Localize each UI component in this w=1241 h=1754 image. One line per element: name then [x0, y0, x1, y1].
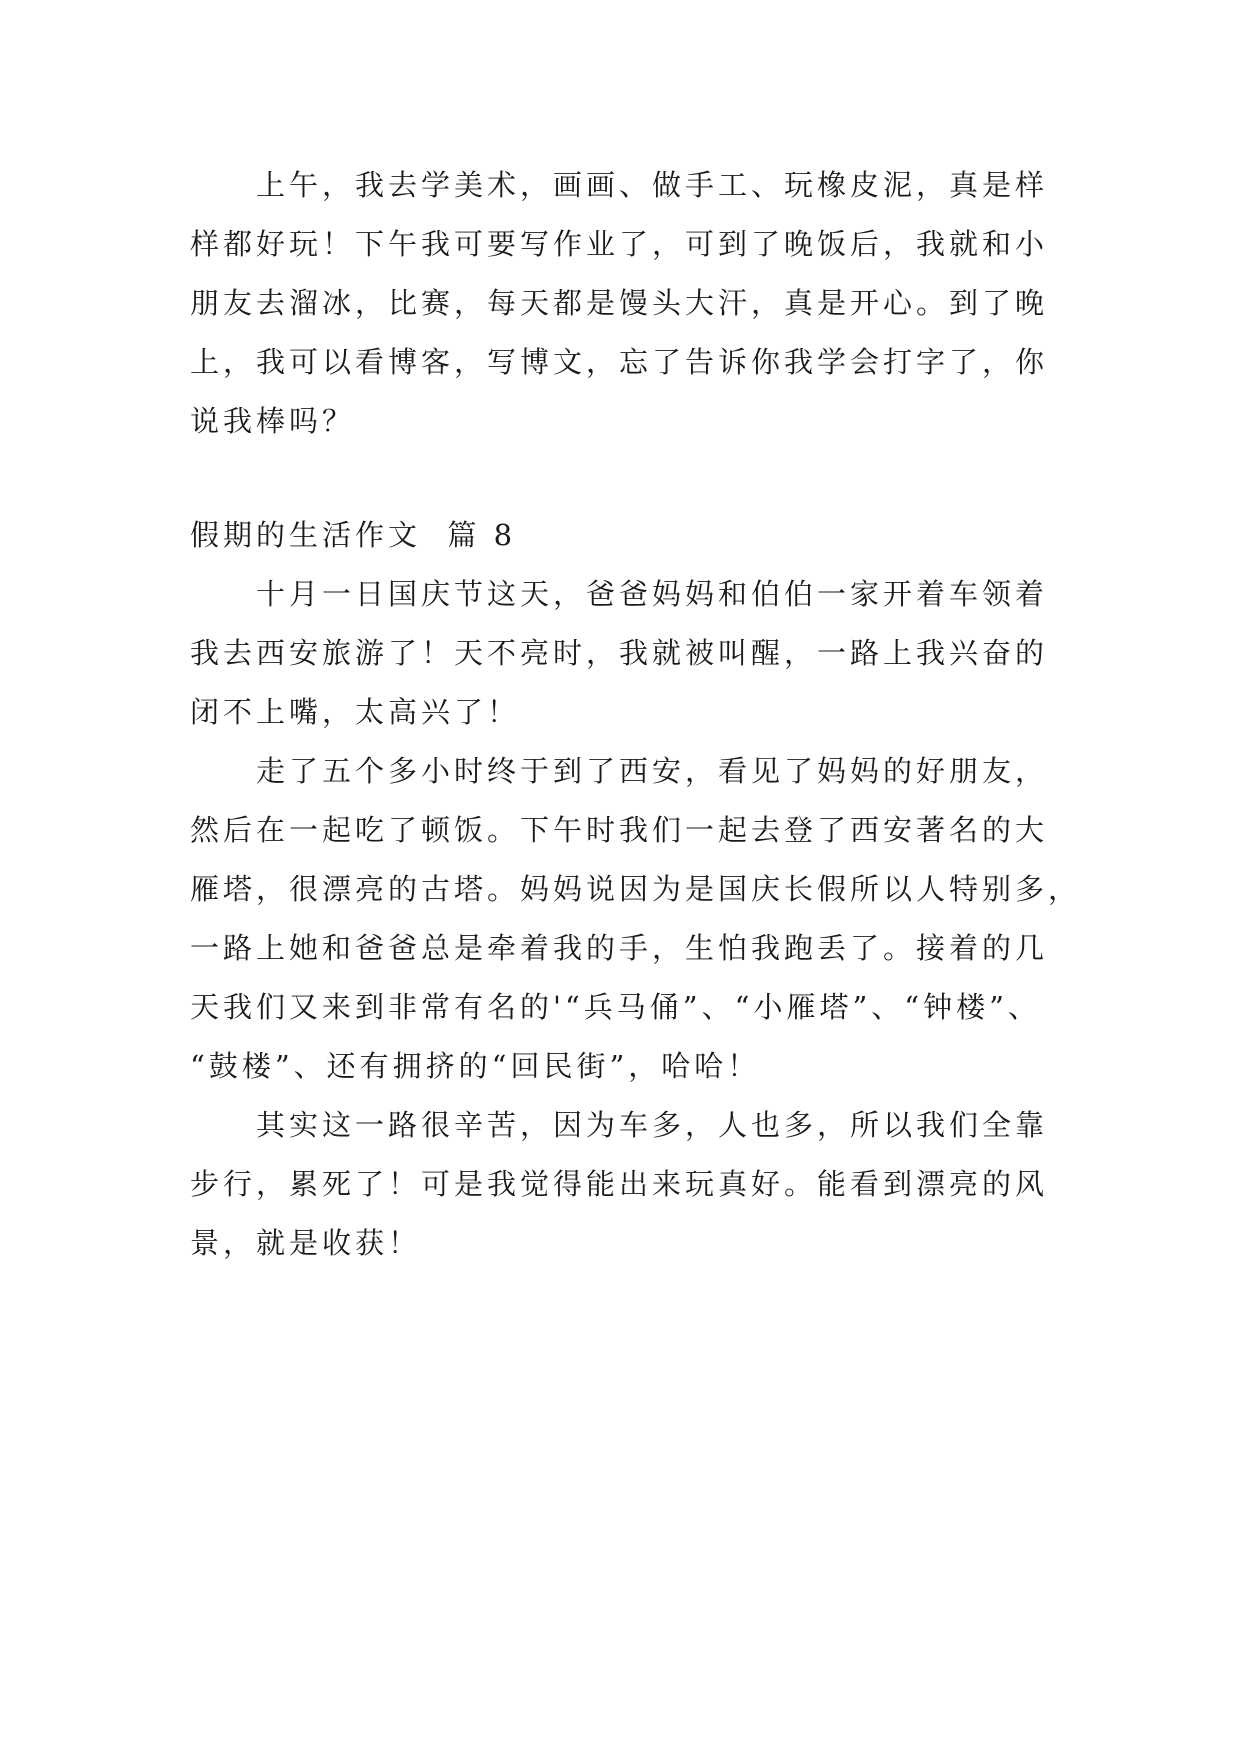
text-line: 样都好玩！下午我可要写作业了，可到了晚饭后，我就和小: [190, 227, 1049, 261]
essay-body: [190, 565, 1082, 1273]
text-line: 其实这一路很辛苦，因为车多，人也多，所以我们全靠: [256, 1108, 1049, 1142]
text-line: 闭不上嘴，太高兴了！: [190, 695, 521, 729]
paragraph-3: [190, 1096, 1050, 1273]
paragraph-previous-essay: [190, 156, 1050, 451]
text-line: “鼓楼”、还有拥挤的“回民街”，哈哈！: [190, 1049, 761, 1083]
text-line: 走了五个多小时终于到了西安，看见了妈妈的好朋友，: [256, 754, 1049, 788]
essay-heading: [190, 506, 1050, 565]
paragraph-1: [190, 565, 1050, 742]
text-line: 上午，我去学美术，画画、做手工、玩橡皮泥，真是样: [256, 168, 1049, 202]
text-line: 景，就是收获！: [190, 1226, 422, 1260]
text-line: 步行，累死了！可是我觉得能出来玩真好。能看到漂亮的风: [190, 1167, 1049, 1201]
text-line: 说我棒吗？: [190, 404, 356, 438]
text-line: 一路上她和爸爸总是牵着我的手，生怕我跑丢了。接着的几: [190, 931, 1049, 965]
text-line: 天我们又来到非常有名的'“兵马俑”、“小雁塔”、“钟楼”、: [190, 990, 1041, 1024]
text-line: 十月一日国庆节这天，爸爸妈妈和伯伯一家开着车领着: [256, 577, 1049, 611]
essay-title: 假期的生活作文 篇 8: [190, 518, 517, 552]
text-line: 雁塔，很漂亮的古塔。妈妈说因为是国庆长假所以人特别多，: [190, 872, 1082, 906]
paragraph-2: [190, 742, 1082, 1096]
text-line: 我去西安旅游了！天不亮时，我就被叫醒，一路上我兴奋的: [190, 636, 1049, 670]
text-line: 然后在一起吃了顿饭。下午时我们一起去登了西安著名的大: [190, 813, 1049, 847]
text-line: 上，我可以看博客，写博文，忘了告诉你我学会打字了，你: [190, 345, 1049, 379]
text-line: 朋友去溜冰，比赛，每天都是馒头大汗，真是开心。到了晚: [190, 286, 1049, 320]
